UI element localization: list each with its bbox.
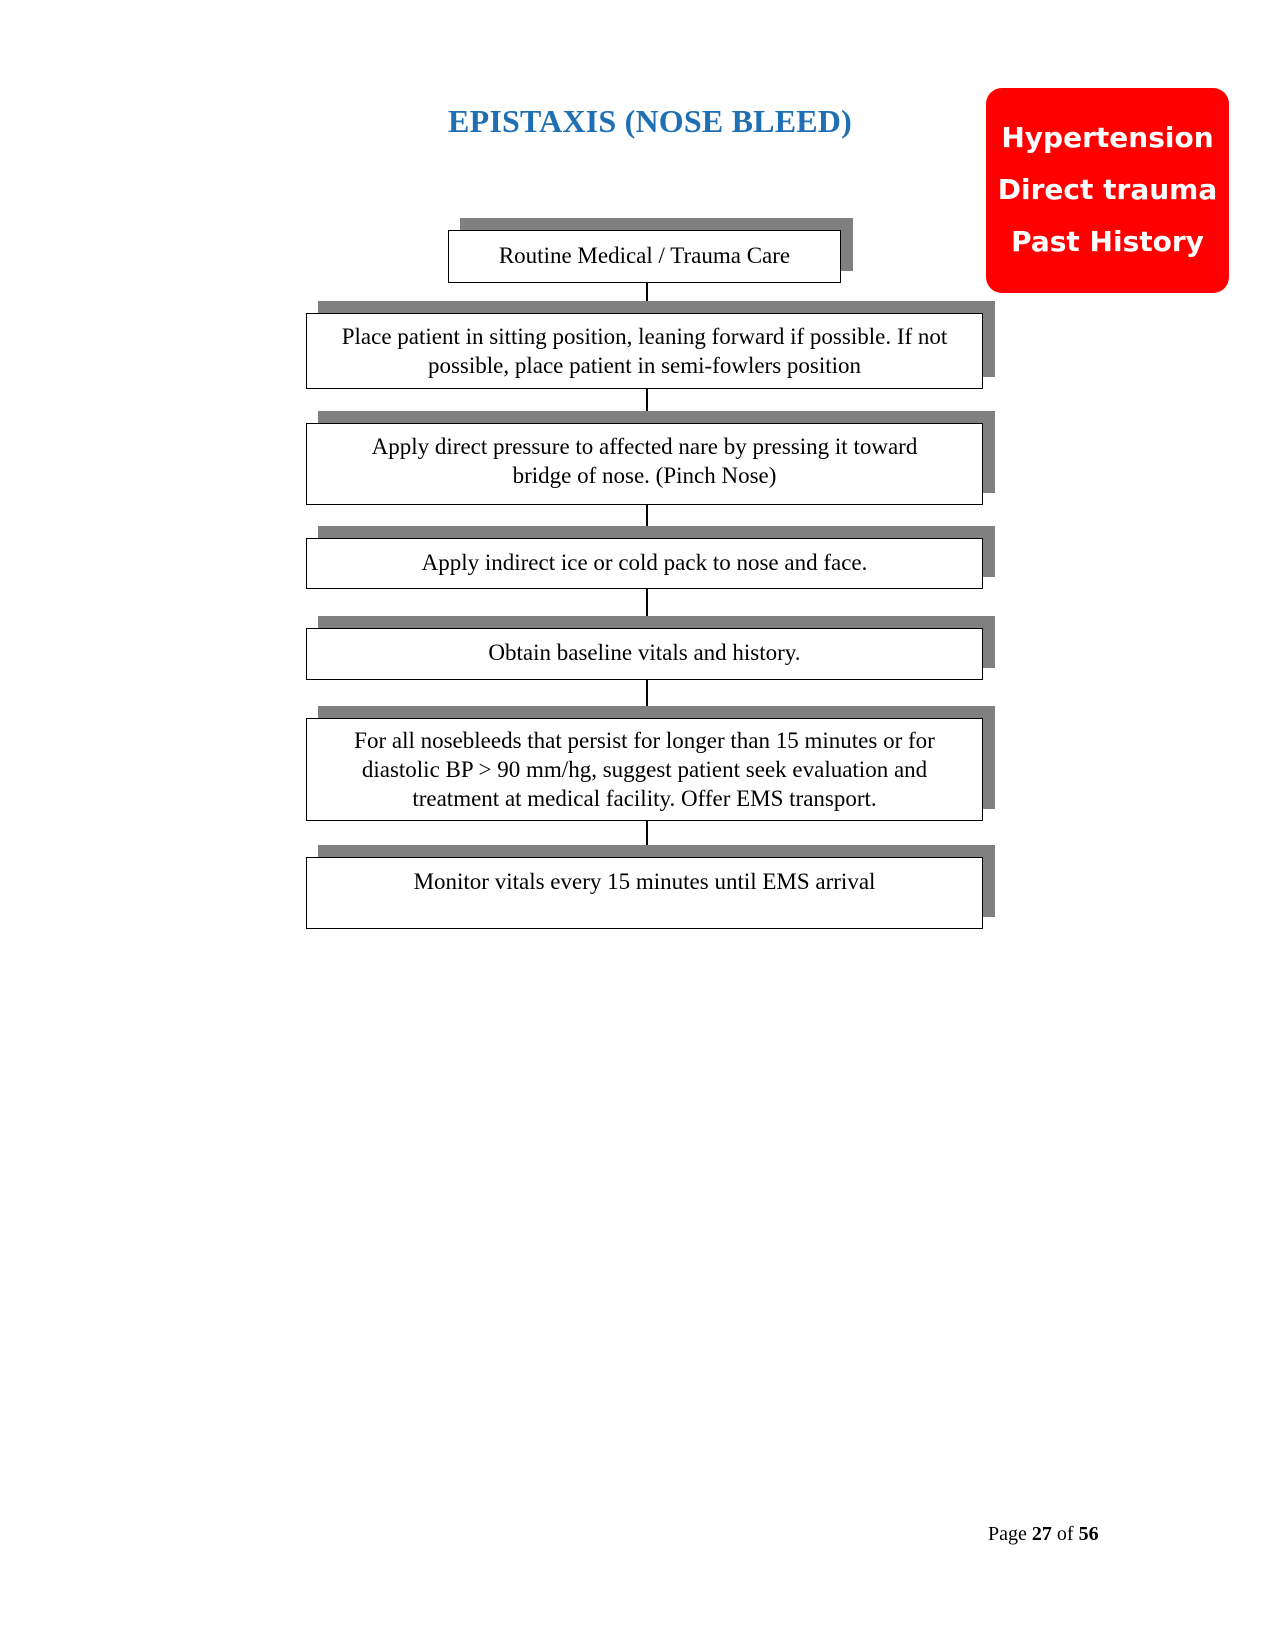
callout-line-past-history: Past History [1011,225,1204,258]
step-text: Place patient in sitting position, leaning forward if possible. If not possible, place patient in semi-fowlers position [341,324,948,378]
flow-step-baseline-vitals [306,628,983,680]
step-text: Obtain baseline vitals and history. [488,640,801,665]
step-box [306,718,983,821]
step-text: Apply indirect ice or cold pack to nose and face. [421,550,868,575]
page-label: Page [988,1523,1027,1545]
step-box [448,230,841,283]
step-box [306,857,983,929]
flow-step-cold-pack [306,538,983,589]
of-label: of [1056,1523,1074,1545]
step-box [306,628,983,680]
step-text: Monitor vitals every 15 minutes until EMS arrival [413,869,876,894]
step-text: Routine Medical / Trauma Care [498,243,791,268]
flow-step-monitor-vitals [306,857,983,929]
current-page: 27 [1031,1523,1052,1545]
step-text: For all nosebleeds that persist for longer than 15 minutes or for diastolic BP > 90 mm/hg, suggest patient seek evaluation and treatment at medical facility. Offer EMS transport. [354,728,935,811]
callout-line-direct-trauma: Direct trauma [997,173,1218,206]
step-box [306,423,983,505]
step-text: Apply direct pressure to affected nare by pressing it toward bridge of nose. (Pinch Nose) [371,434,918,488]
step-box [306,538,983,589]
flow-step-positioning [306,313,983,389]
callout-line-hypertension: Hypertension [1001,121,1214,154]
step-box [306,313,983,389]
page-number [988,1523,1099,1546]
page-title: EPISTAXIS (NOSE BLEED) [448,103,852,139]
flow-step-direct-pressure [306,423,983,505]
total-pages: 56 [1078,1523,1099,1545]
flow-step-evaluation-transport [306,718,983,821]
flow-step-routine-care [448,230,841,283]
risk-factors-callout [986,88,1229,293]
